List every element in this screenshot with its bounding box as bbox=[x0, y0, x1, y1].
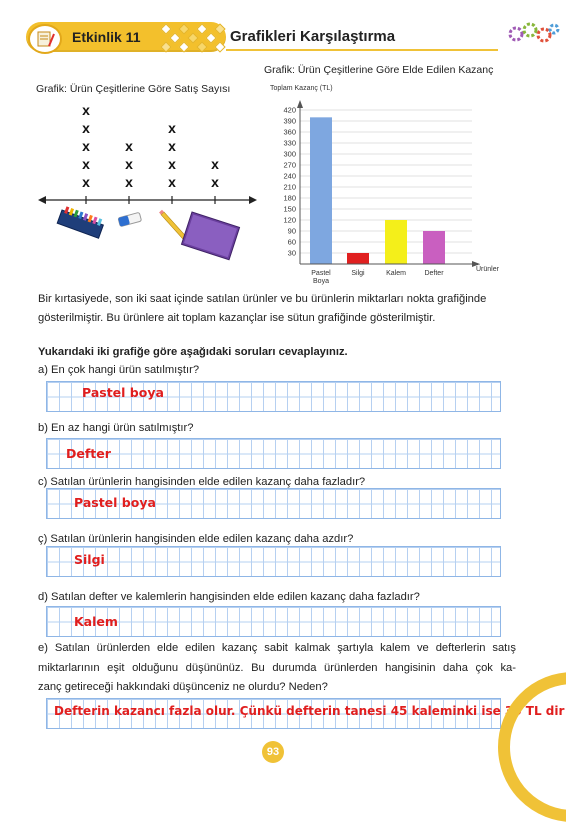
y-tick-label: 360 bbox=[283, 127, 296, 137]
page-number: 93 bbox=[262, 741, 284, 763]
dot-mark-pastel-boya: x bbox=[82, 156, 90, 172]
pastel-box-icon bbox=[57, 205, 105, 238]
header-diamond bbox=[160, 41, 171, 52]
y-tick-label: 60 bbox=[287, 237, 296, 247]
dot-mark-kalem: x bbox=[168, 174, 176, 190]
intro-paragraph: Bir kırtasiyede, son iki saat içinde satılan ürünler ve bu ürünlerin miktarları nokta grafiğinde gösterilmiştir. Bu ürünlere ait toplam kazançlar ise sütun grafiğinde gösterilmiştir. bbox=[38, 293, 487, 324]
question-e-line-1: e) Satılan ürünlerden elde edilen kazanç sabit kalmak şartıyla kalem ve defterlerin satış bbox=[38, 642, 516, 654]
header-diamond bbox=[178, 41, 189, 52]
x-tick-label: Silgi bbox=[351, 270, 365, 277]
answer-e: Defterin kazancı fazla olur. Çünkü defterin tanesi 45 kaleminki ise 30 TL dir bbox=[54, 704, 565, 718]
dot-mark-kalem: x bbox=[168, 138, 176, 154]
y-tick-label: 150 bbox=[283, 204, 296, 214]
header-diamond bbox=[205, 32, 216, 43]
question-d: d) Satılan defter ve kalemlerin hangisinden elde edilen kazanç daha fazladır? bbox=[38, 591, 420, 603]
x-tick-label: Pastel bbox=[311, 270, 331, 277]
dot-mark-silgi: x bbox=[125, 156, 133, 172]
question-b: b) En az hangi ürün satılmıştır? bbox=[38, 422, 194, 434]
bar-pastel-boya bbox=[310, 117, 332, 264]
question-c: c) Satılan ürünlerin hangisinden elde edilen kazanç daha fazladır? bbox=[38, 476, 366, 488]
bar-chart-caption: Grafik: Ürün Çeşitlerine Göre Elde Edilen Kazanç bbox=[264, 64, 494, 76]
answer-d: Kalem bbox=[74, 614, 118, 629]
answer-c-cedilla: Silgi bbox=[74, 552, 105, 567]
header-diamond bbox=[214, 41, 225, 52]
title-underline bbox=[226, 49, 498, 51]
bar-chart-xticks bbox=[311, 270, 444, 285]
dot-mark-pastel-boya: x bbox=[82, 174, 90, 190]
y-tick-label: 390 bbox=[283, 116, 296, 126]
dot-mark-silgi: x bbox=[125, 174, 133, 190]
question-e-line-3: zanç getireceği hakkındaki düşünceniz ne olurdu? Neden? bbox=[38, 681, 328, 693]
y-tick-label: 120 bbox=[283, 215, 296, 225]
answer-a: Pastel boya bbox=[82, 385, 164, 400]
header-diamond bbox=[187, 32, 198, 43]
header-diamond bbox=[160, 23, 171, 34]
y-tick-label: 270 bbox=[283, 160, 296, 170]
notebook-icon bbox=[181, 212, 239, 260]
answer-b: Defter bbox=[66, 446, 111, 461]
y-tick-label: 210 bbox=[283, 182, 296, 192]
bar-chart bbox=[262, 80, 512, 290]
x-tick-label: Boya bbox=[313, 278, 329, 285]
y-tick-label: 240 bbox=[283, 171, 296, 181]
header-diamond bbox=[214, 23, 225, 34]
bar-silgi bbox=[347, 253, 369, 264]
dot-mark-kalem: x bbox=[168, 156, 176, 172]
question-c-cedilla: ç) Satılan ürünlerin hangisinden elde edilen kazanç daha azdır? bbox=[38, 533, 354, 545]
question-a: a) En çok hangi ürün satılmıştır? bbox=[38, 364, 200, 376]
y-tick-label: 180 bbox=[283, 193, 296, 203]
dot-chart-marks bbox=[82, 102, 219, 190]
y-tick-label: 90 bbox=[287, 226, 296, 236]
gears-icon bbox=[506, 20, 560, 51]
question-e-line-2: miktarlarının eşit olduğunu düşününüz. Bu durumda ürünlerden hangisinin daha çok ka- bbox=[38, 661, 516, 674]
dot-mark-pastel-boya: x bbox=[82, 120, 90, 136]
x-tick-label: Defter bbox=[424, 270, 444, 277]
bar-chart-xlabel: Ürünler bbox=[476, 266, 499, 273]
answer-box-b[interactable] bbox=[46, 438, 501, 469]
activity-icon bbox=[28, 24, 62, 54]
header-diamond bbox=[196, 41, 207, 52]
answer-box-c-cedilla[interactable] bbox=[46, 546, 501, 577]
bar-chart-yticks bbox=[283, 106, 296, 258]
instruction: Yukarıdaki iki grafiğe göre aşağıdaki soruları cevaplayınız. bbox=[38, 346, 348, 358]
dot-mark-defter: x bbox=[211, 174, 219, 190]
header-diamond bbox=[169, 32, 180, 43]
y-tick-label: 30 bbox=[287, 248, 296, 258]
question-e bbox=[38, 639, 516, 698]
bar-defter bbox=[423, 231, 445, 264]
answer-c: Pastel boya bbox=[74, 495, 156, 510]
dot-mark-kalem: x bbox=[168, 120, 176, 136]
header-diamond bbox=[178, 23, 189, 34]
y-tick-label: 300 bbox=[283, 149, 296, 159]
activity-label: Etkinlik 11 bbox=[72, 29, 141, 45]
y-tick-label: 330 bbox=[283, 138, 296, 148]
x-tick-label: Kalem bbox=[386, 270, 406, 277]
dot-mark-silgi: x bbox=[125, 138, 133, 154]
eraser-icon bbox=[118, 212, 142, 226]
dot-chart bbox=[36, 100, 258, 270]
y-tick-label: 420 bbox=[283, 105, 296, 115]
dot-mark-defter: x bbox=[211, 156, 219, 172]
dot-chart-caption: Grafik: Ürün Çeşitlerine Göre Satış Sayısı bbox=[36, 83, 231, 95]
dot-mark-pastel-boya: x bbox=[82, 138, 90, 154]
header-diamond bbox=[196, 23, 207, 34]
bar-chart-ylabel: Toplam Kazanç (TL) bbox=[270, 85, 333, 92]
dot-mark-pastel-boya: x bbox=[82, 102, 90, 118]
header-decoration bbox=[160, 22, 230, 52]
page-title: Grafikleri Karşılaştırma bbox=[230, 28, 396, 45]
bar-kalem bbox=[385, 220, 407, 264]
